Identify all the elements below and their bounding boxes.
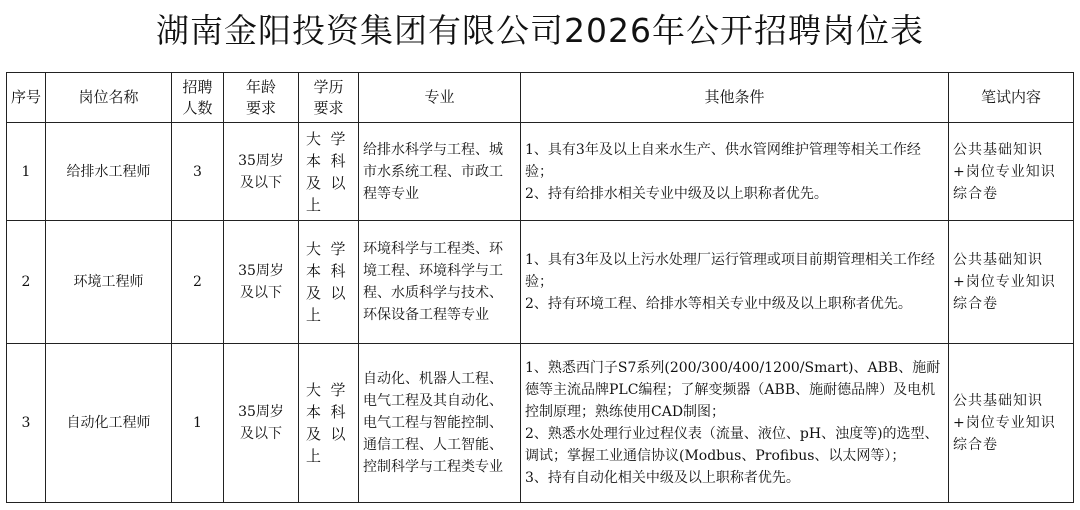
row-major: 环境科学与工程类、环境工程、环境科学与工程、水质科学与技术、环保设备工程等专业 bbox=[359, 221, 521, 343]
row-exam: 公共基础知识+岗位专业知识综合卷 bbox=[949, 343, 1074, 502]
row-exam: 公共基础知识+岗位专业知识综合卷 bbox=[949, 221, 1074, 343]
row-seq: 2 bbox=[7, 221, 46, 343]
row-major: 给排水科学与工程、城市水系统工程、市政工程等专业 bbox=[359, 123, 521, 221]
header-age: 年龄 要求 bbox=[224, 73, 299, 123]
row-age: 35周岁 及以下 bbox=[224, 221, 299, 343]
row-education: 大 学 本 科 及 以 上 bbox=[299, 123, 359, 221]
row-age: 35周岁 及以下 bbox=[224, 123, 299, 221]
header-seq: 序号 bbox=[7, 73, 46, 123]
row-other bbox=[521, 343, 949, 502]
table-row bbox=[7, 221, 1074, 343]
table-row bbox=[7, 343, 1074, 502]
other-condition-line: 1、具有3年及以上污水处理厂运行管理或项目前期管理相关工作经验； bbox=[525, 251, 935, 290]
row-major: 自动化、机器人工程、电气工程及其自动化、电气工程与智能控制、通信工程、人工智能、控制科学与工程类专业 bbox=[359, 343, 521, 502]
other-condition-line: 1、具有3年及以上自来水生产、供水管网维护管理等相关工作经验； bbox=[525, 141, 921, 180]
job-positions-table bbox=[6, 72, 1074, 503]
row-count: 2 bbox=[172, 221, 224, 343]
row-position: 自动化工程师 bbox=[46, 343, 172, 502]
row-seq: 3 bbox=[7, 343, 46, 502]
row-seq: 1 bbox=[7, 123, 46, 221]
row-education: 大 学 本 科 及 以 上 bbox=[299, 221, 359, 343]
row-position: 环境工程师 bbox=[46, 221, 172, 343]
other-condition-line: 2、持有环境工程、给排水等相关专业中级及以上职称者优先。 bbox=[525, 295, 912, 312]
header-major: 专业 bbox=[359, 73, 521, 123]
table-header-row bbox=[7, 73, 1074, 123]
header-exam: 笔试内容 bbox=[949, 73, 1074, 123]
row-other bbox=[521, 123, 949, 221]
header-position: 岗位名称 bbox=[46, 73, 172, 123]
other-condition-line: 2、持有给排水相关专业中级及以上职称者优先。 bbox=[525, 185, 828, 202]
page-title: 湖南金阳投资集团有限公司2026年公开招聘岗位表 bbox=[156, 11, 924, 50]
header-count: 招聘 人数 bbox=[172, 73, 224, 123]
header-education: 学历 要求 bbox=[299, 73, 359, 123]
row-position: 给排水工程师 bbox=[46, 123, 172, 221]
row-other bbox=[521, 221, 949, 343]
other-condition-line: 3、持有自动化相关中级及以上职称者优先。 bbox=[525, 469, 800, 486]
row-education: 大 学 本 科 及 以 上 bbox=[299, 343, 359, 502]
row-count: 3 bbox=[172, 123, 224, 221]
table-row bbox=[7, 123, 1074, 221]
header-other: 其他条件 bbox=[521, 73, 949, 123]
other-condition-line: 1、熟悉西门子S7系列(200/300/400/1200/Smart)、ABB、施耐德等主流品牌PLC编程；了解变频器（ABB、施耐德品牌）及电机控制原理；熟练使用CAD制图； bbox=[525, 359, 941, 420]
row-exam: 公共基础知识+岗位专业知识综合卷 bbox=[949, 123, 1074, 221]
other-condition-line: 2、熟悉水处理行业过程仪表（流量、液位、pH、浊度等)的选型、调试；掌握工业通信协议(Modbus、Profibus、以太网等）； bbox=[525, 425, 939, 464]
row-age: 35周岁 及以下 bbox=[224, 343, 299, 502]
row-count: 1 bbox=[172, 343, 224, 502]
